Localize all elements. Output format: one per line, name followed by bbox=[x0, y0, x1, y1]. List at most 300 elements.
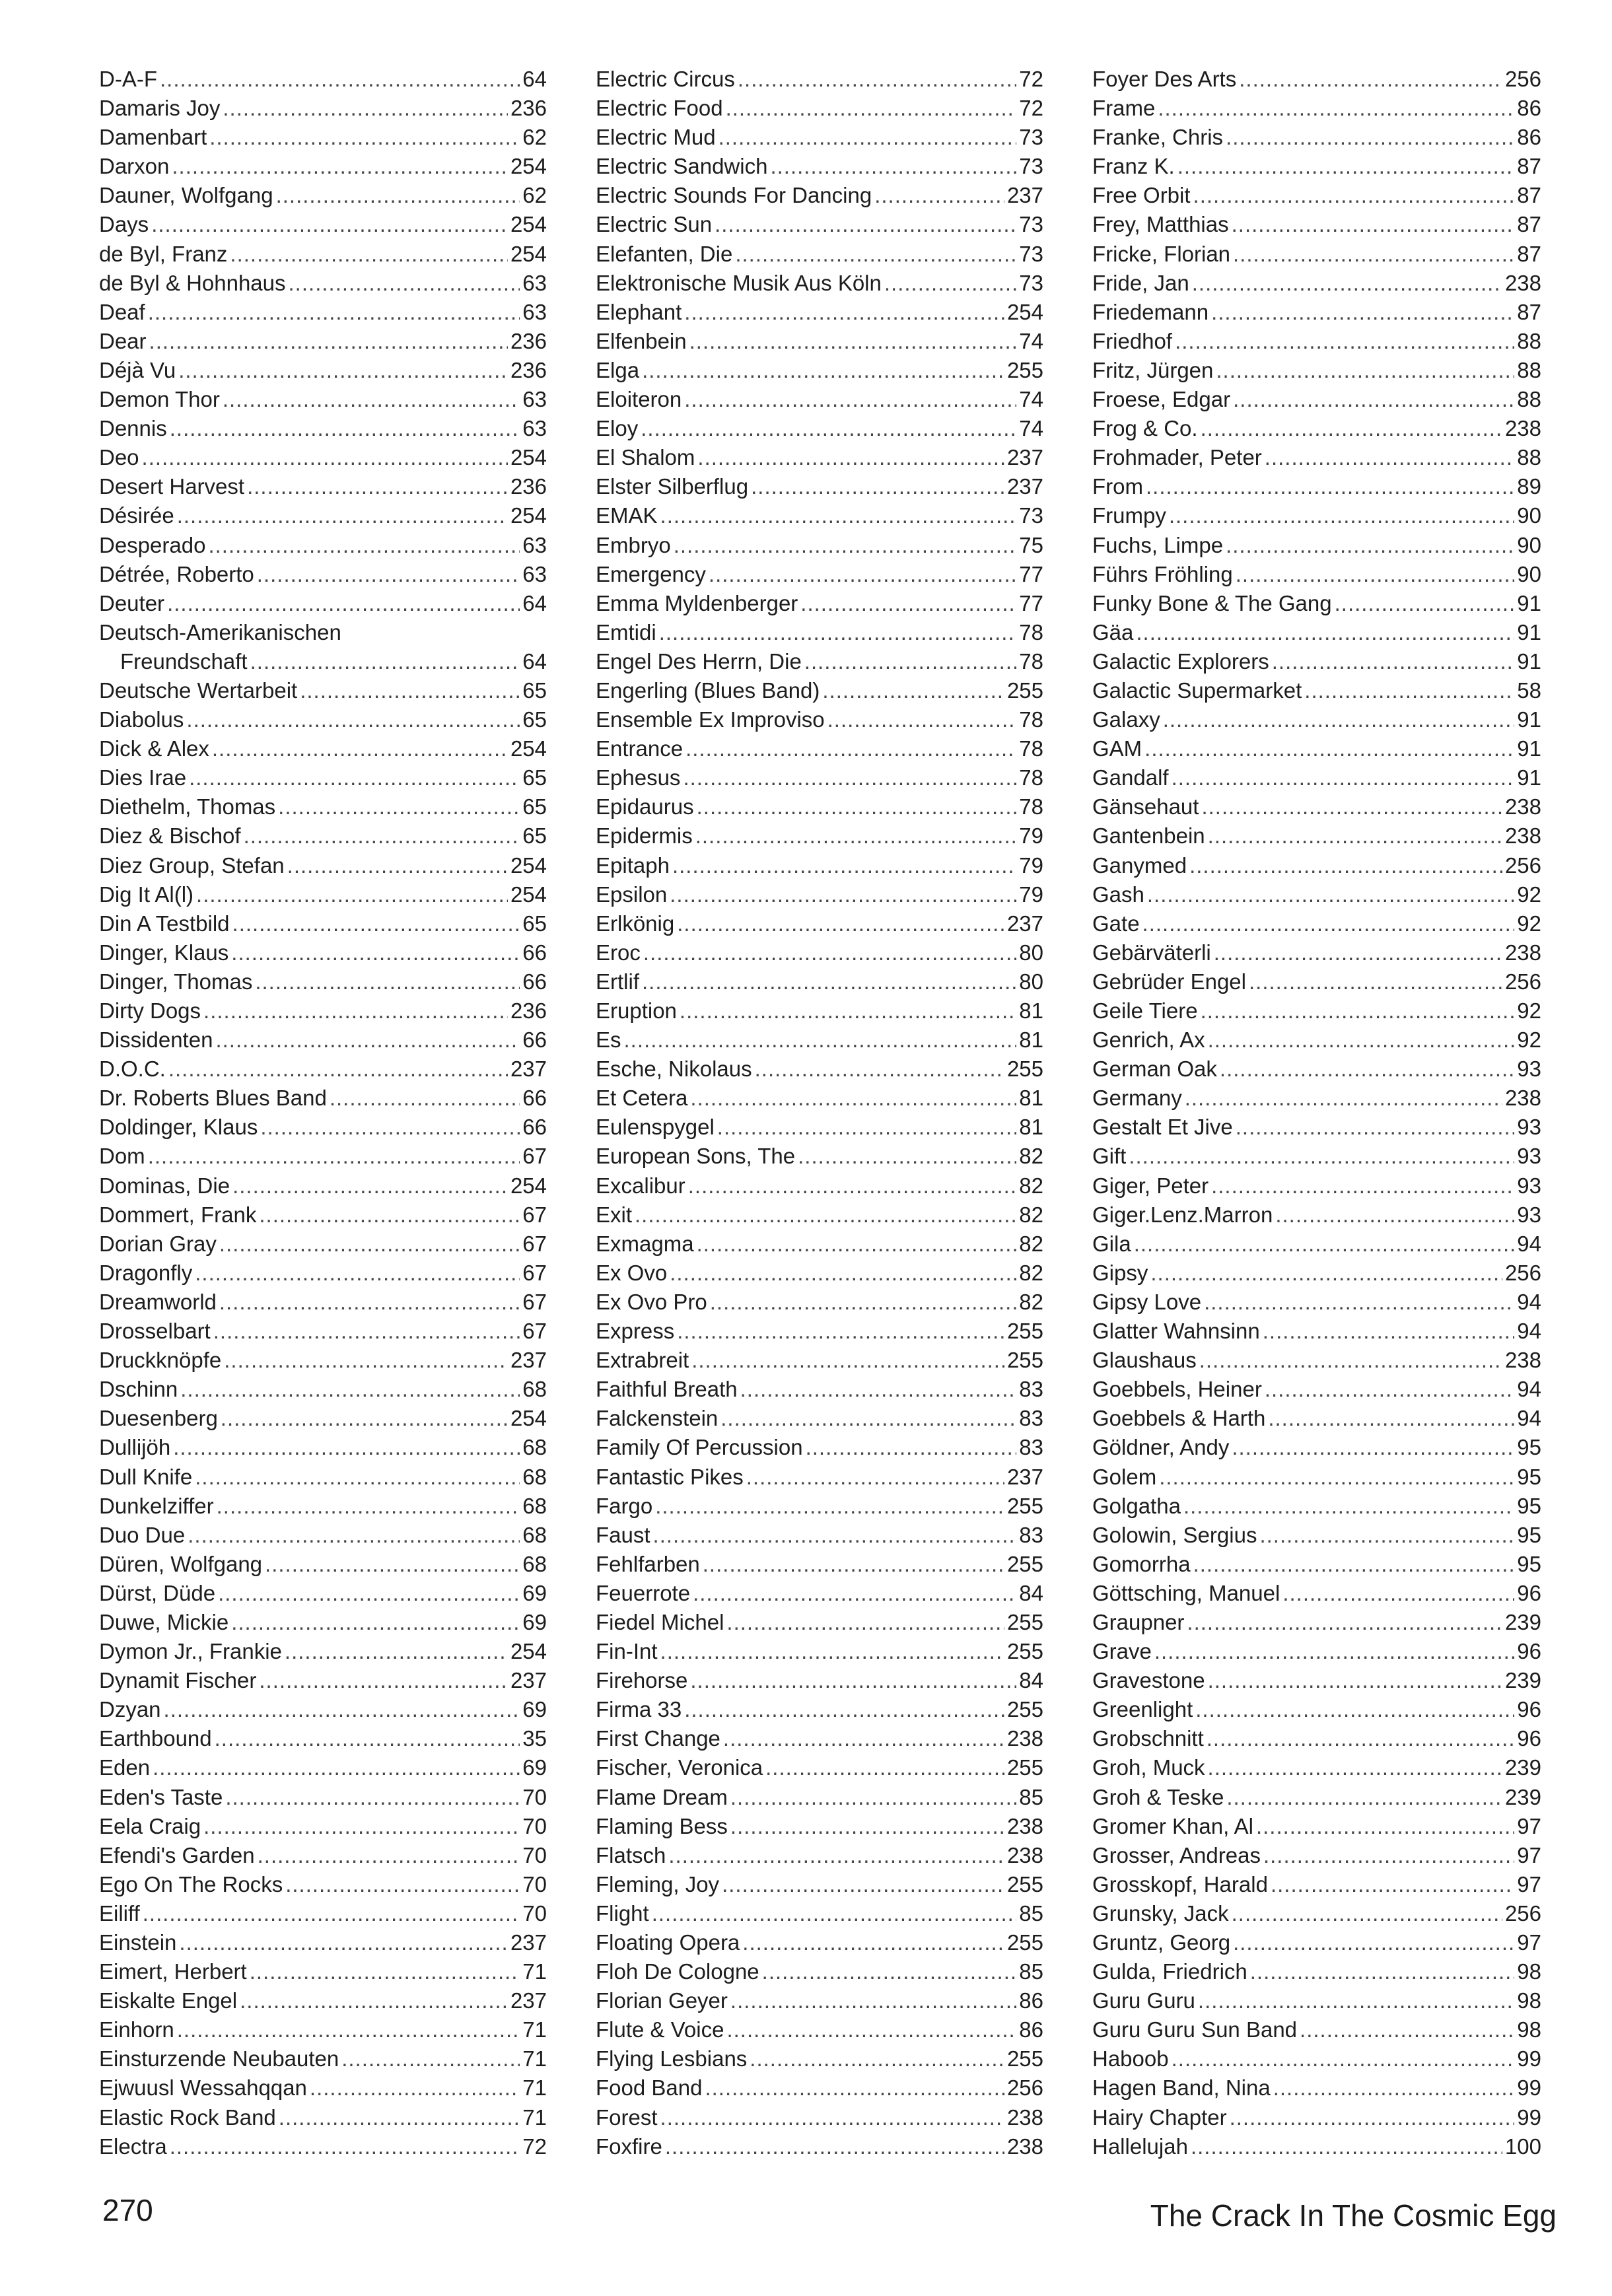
dot-leader bbox=[1236, 560, 1515, 589]
index-entry bbox=[99, 1026, 547, 1055]
index-entry bbox=[596, 2044, 1043, 2073]
entry-name: Dorian Gray bbox=[99, 1231, 217, 1256]
entry-page: 96 bbox=[1517, 1697, 1541, 1722]
entry-name: Hairy Chapter bbox=[1092, 2105, 1227, 2130]
entry-name: Dinger, Thomas bbox=[99, 969, 253, 994]
index-entry bbox=[1092, 1870, 1541, 1899]
entry-page: 86 bbox=[1517, 96, 1541, 121]
dot-leader bbox=[1304, 676, 1514, 705]
entry-name: Dirty Dogs bbox=[99, 998, 201, 1023]
dot-leader bbox=[726, 2015, 1016, 2044]
dot-leader bbox=[221, 1404, 508, 1433]
entry-page: 81 bbox=[1019, 1027, 1043, 1053]
dot-leader bbox=[1201, 792, 1502, 821]
dot-leader bbox=[1189, 851, 1502, 880]
index-entry bbox=[99, 1695, 547, 1724]
index-entry bbox=[99, 298, 547, 327]
entry-page: 66 bbox=[522, 940, 547, 965]
entry-name: Extrabreit bbox=[596, 1348, 689, 1373]
dot-leader bbox=[278, 792, 520, 821]
index-entry bbox=[596, 1492, 1043, 1521]
entry-page: 254 bbox=[510, 1406, 547, 1431]
entry-name: Ganymed bbox=[1092, 852, 1187, 878]
entry-page: 93 bbox=[1517, 1173, 1541, 1198]
index-entry bbox=[99, 996, 547, 1026]
entry-name: Entrance bbox=[596, 736, 683, 761]
dot-leader bbox=[149, 327, 508, 356]
index-entry bbox=[596, 1259, 1043, 1288]
entry-name: Efendi's Garden bbox=[99, 1842, 255, 1867]
dot-leader bbox=[223, 385, 520, 414]
index-entry bbox=[596, 472, 1043, 501]
index-entry bbox=[1092, 909, 1541, 938]
entry-page: 96 bbox=[1517, 1639, 1541, 1664]
dot-leader bbox=[1232, 1433, 1514, 1462]
entry-name: Electric Mud bbox=[596, 125, 716, 150]
index-entry bbox=[99, 1492, 547, 1521]
dot-leader bbox=[1239, 65, 1502, 94]
index-entry bbox=[596, 1200, 1043, 1230]
entry-page: 67 bbox=[522, 1231, 547, 1256]
dot-leader bbox=[874, 181, 1004, 210]
entry-page: 254 bbox=[510, 882, 547, 907]
dot-leader bbox=[726, 1608, 1004, 1637]
entry-page: 255 bbox=[1006, 1493, 1043, 1518]
entry-page: 93 bbox=[1517, 1202, 1541, 1227]
dot-leader bbox=[655, 1492, 1004, 1521]
dot-leader bbox=[1211, 1171, 1514, 1200]
entry-name: D.O.C. bbox=[99, 1057, 166, 1082]
entry-page: 95 bbox=[1517, 1551, 1541, 1576]
entry-page: 87 bbox=[1517, 299, 1541, 324]
entry-name: Free Orbit bbox=[1092, 183, 1191, 208]
index-entry bbox=[1092, 240, 1541, 269]
dot-leader bbox=[1226, 1783, 1502, 1812]
entry-name: Din A Testbild bbox=[99, 911, 230, 936]
entry-name: Elfenbein bbox=[596, 328, 687, 353]
dot-leader bbox=[680, 996, 1016, 1026]
entry-page: 239 bbox=[1504, 1609, 1541, 1634]
dot-leader bbox=[148, 1142, 520, 1171]
index-entry bbox=[99, 1783, 547, 1812]
dot-leader bbox=[1147, 880, 1514, 909]
index-entry bbox=[596, 1986, 1043, 2015]
entry-page: 67 bbox=[522, 1202, 547, 1227]
dot-leader bbox=[827, 705, 1017, 734]
entry-name: Dick & Alex bbox=[99, 736, 209, 761]
index-entry bbox=[99, 2044, 547, 2073]
index-entry bbox=[596, 792, 1043, 821]
entry-page: 66 bbox=[522, 969, 547, 994]
index-entry bbox=[596, 967, 1043, 996]
entry-page: 82 bbox=[1019, 1144, 1043, 1169]
dot-leader bbox=[697, 1230, 1017, 1259]
dot-leader bbox=[1236, 1113, 1515, 1142]
dot-leader bbox=[730, 1986, 1016, 2015]
dot-leader bbox=[1187, 1608, 1502, 1637]
index-entry bbox=[596, 734, 1043, 763]
entry-name: Emtidi bbox=[596, 619, 656, 644]
index-column-3 bbox=[1092, 65, 1541, 2161]
entry-page: 72 bbox=[1019, 96, 1043, 121]
entry-page: 237 bbox=[1006, 474, 1043, 499]
entry-name: Fehlfarben bbox=[596, 1551, 700, 1576]
index-entry bbox=[596, 851, 1043, 880]
entry-name: Fride, Jan bbox=[1092, 270, 1189, 295]
index-entry bbox=[1092, 647, 1541, 676]
entry-name: Exmagma bbox=[596, 1231, 694, 1256]
dot-leader bbox=[684, 385, 1016, 414]
entry-page: 91 bbox=[1517, 619, 1541, 644]
entry-name: Dominas, Die bbox=[99, 1173, 230, 1198]
dot-leader bbox=[160, 65, 520, 94]
dot-leader bbox=[674, 531, 1017, 560]
entry-page: 237 bbox=[510, 1348, 547, 1373]
dot-leader bbox=[735, 240, 1016, 269]
entry-name: Ex Ovo Pro bbox=[596, 1289, 707, 1314]
entry-page: 255 bbox=[1006, 1057, 1043, 1082]
dot-leader bbox=[223, 94, 508, 123]
index-entry bbox=[596, 560, 1043, 589]
index-entry bbox=[1092, 443, 1541, 472]
index-entry bbox=[1092, 1637, 1541, 1666]
dot-leader bbox=[746, 1463, 1004, 1492]
index-entry bbox=[99, 734, 547, 763]
index-entry bbox=[1092, 734, 1541, 763]
entry-page: 255 bbox=[1006, 2046, 1043, 2071]
index-entry bbox=[596, 1171, 1043, 1200]
dot-leader bbox=[1204, 1288, 1514, 1317]
entry-name: Grobschnitt bbox=[1092, 1726, 1204, 1751]
entry-name: Desperado bbox=[99, 532, 206, 557]
entry-page: 90 bbox=[1517, 503, 1541, 528]
entry-name: Deutsch-Amerikanischen bbox=[99, 619, 341, 644]
index-entry bbox=[99, 1550, 547, 1579]
entry-page: 73 bbox=[1019, 154, 1043, 179]
dot-leader bbox=[1150, 1259, 1502, 1288]
entry-name: Ephesus bbox=[596, 765, 681, 790]
index-entry bbox=[596, 414, 1043, 443]
entry-name: Gäa bbox=[1092, 619, 1134, 644]
entry-page: 77 bbox=[1019, 590, 1043, 615]
entry-page: 97 bbox=[1517, 1813, 1541, 1838]
dot-leader bbox=[677, 909, 1004, 938]
entry-name: Family Of Percussion bbox=[596, 1435, 803, 1460]
entry-name: Dschinn bbox=[99, 1377, 178, 1402]
entry-name: Fiedel Michel bbox=[596, 1609, 724, 1634]
dot-leader bbox=[1220, 1055, 1514, 1084]
entry-name: Eloy bbox=[596, 416, 639, 441]
entry-name: Emma Myldenberger bbox=[596, 590, 798, 615]
entry-name: Electric Food bbox=[596, 96, 723, 121]
index-entry bbox=[99, 589, 547, 618]
entry-page: 95 bbox=[1517, 1464, 1541, 1489]
entry-page: 236 bbox=[510, 357, 547, 382]
index-entry bbox=[1092, 472, 1541, 501]
dot-leader bbox=[186, 705, 520, 734]
entry-name: Gipsy Love bbox=[1092, 1289, 1202, 1314]
index-entry bbox=[99, 2015, 547, 2044]
dot-leader bbox=[690, 1666, 1016, 1695]
dot-leader bbox=[258, 1841, 520, 1870]
index-entry bbox=[1092, 2044, 1541, 2073]
entry-name: Geile Tiere bbox=[1092, 998, 1198, 1023]
entry-page: 97 bbox=[1517, 1871, 1541, 1896]
entry-page: 62 bbox=[522, 183, 547, 208]
index-entry bbox=[596, 443, 1043, 472]
dot-leader bbox=[1232, 1899, 1502, 1928]
index-entry bbox=[99, 821, 547, 851]
index-entry bbox=[1092, 327, 1541, 356]
entry-name: Gandalf bbox=[1092, 765, 1169, 790]
entry-page: 68 bbox=[522, 1493, 547, 1518]
index-entry bbox=[1092, 1317, 1541, 1346]
entry-name: Flute & Voice bbox=[596, 2017, 724, 2042]
index-entry bbox=[1092, 1899, 1541, 1928]
entry-page: 256 bbox=[1006, 2075, 1043, 2101]
entry-page: 92 bbox=[1517, 911, 1541, 936]
dot-leader bbox=[167, 589, 520, 618]
index-entry bbox=[596, 1666, 1043, 1695]
entry-page: 79 bbox=[1019, 823, 1043, 849]
entry-name: Fleming, Joy bbox=[596, 1871, 720, 1896]
dot-leader bbox=[1233, 1928, 1514, 1957]
index-entry bbox=[1092, 1783, 1541, 1812]
dot-leader bbox=[697, 443, 1004, 472]
entry-page: 91 bbox=[1517, 590, 1541, 615]
entry-page: 255 bbox=[1006, 1551, 1043, 1576]
dot-leader bbox=[217, 1492, 520, 1521]
dot-leader bbox=[279, 2103, 520, 2132]
entry-page: 82 bbox=[1019, 1289, 1043, 1314]
entry-name: Fricke, Florian bbox=[1092, 241, 1231, 266]
dot-leader bbox=[170, 2132, 520, 2161]
index-entry bbox=[99, 181, 547, 210]
index-entry bbox=[1092, 1375, 1541, 1404]
index-entry bbox=[596, 1026, 1043, 1055]
dot-leader bbox=[195, 1259, 520, 1288]
entry-page: 254 bbox=[510, 212, 547, 237]
entry-name: Déjà Vu bbox=[99, 357, 176, 382]
entry-page: 70 bbox=[522, 1871, 547, 1896]
index-entry bbox=[99, 618, 547, 647]
dot-leader bbox=[1198, 1986, 1514, 2015]
entry-page: 97 bbox=[1517, 1930, 1541, 1955]
index-entry bbox=[1092, 1463, 1541, 1492]
entry-name: Darxon bbox=[99, 154, 170, 179]
dot-leader bbox=[709, 560, 1016, 589]
index-entry bbox=[1092, 501, 1541, 530]
index-entry bbox=[99, 2073, 547, 2103]
entry-page: 72 bbox=[522, 2134, 547, 2159]
entry-name: From bbox=[1092, 474, 1143, 499]
dot-leader bbox=[677, 1317, 1004, 1346]
entry-name: Damenbart bbox=[99, 125, 207, 150]
dot-leader bbox=[798, 1142, 1016, 1171]
entry-page: 63 bbox=[522, 299, 547, 324]
dot-leader bbox=[168, 1055, 508, 1084]
index-entry bbox=[1092, 2132, 1541, 2161]
dot-leader bbox=[142, 443, 508, 472]
entry-name: Giger, Peter bbox=[1092, 1173, 1209, 1198]
entry-name: Greenlight bbox=[1092, 1697, 1193, 1722]
entry-name: Drosselbart bbox=[99, 1319, 211, 1344]
entry-name: Electric Sandwich bbox=[596, 154, 768, 179]
dot-leader bbox=[1263, 1841, 1514, 1870]
index-entry bbox=[1092, 880, 1541, 909]
dot-leader bbox=[232, 1171, 508, 1200]
entry-name: Gromer Khan, Al bbox=[1092, 1813, 1253, 1838]
dot-leader bbox=[742, 1928, 1004, 1957]
dot-leader bbox=[1226, 531, 1514, 560]
dot-leader bbox=[1134, 1230, 1515, 1259]
entry-name: Electric Sun bbox=[596, 212, 713, 237]
index-entry bbox=[1092, 1753, 1541, 1782]
dot-leader bbox=[153, 1753, 520, 1782]
entry-page: 254 bbox=[510, 154, 547, 179]
entry-page: 81 bbox=[1019, 1115, 1043, 1140]
entry-name: Falckenstein bbox=[596, 1406, 718, 1431]
entry-page: 63 bbox=[522, 416, 547, 441]
dot-leader bbox=[164, 1695, 520, 1724]
dot-leader bbox=[670, 1259, 1016, 1288]
dot-leader bbox=[151, 210, 508, 239]
dot-leader bbox=[1271, 1870, 1514, 1899]
index-entry bbox=[596, 1404, 1043, 1433]
dot-leader bbox=[188, 1521, 520, 1550]
dot-leader bbox=[685, 734, 1016, 763]
dot-leader bbox=[196, 880, 508, 909]
index-entry bbox=[1092, 385, 1541, 414]
dot-leader bbox=[642, 356, 1004, 385]
index-entry bbox=[1092, 1200, 1541, 1230]
index-entry bbox=[1092, 821, 1541, 851]
index-entry bbox=[596, 1841, 1043, 1870]
entry-page: 256 bbox=[1504, 1260, 1541, 1285]
entry-page: 87 bbox=[1517, 183, 1541, 208]
entry-name: Emergency bbox=[596, 561, 706, 586]
index-entry bbox=[99, 2132, 547, 2161]
entry-name: Fin-Int bbox=[596, 1639, 658, 1664]
entry-name: Germany bbox=[1092, 1086, 1182, 1111]
dot-leader bbox=[730, 1812, 1004, 1841]
entry-name: Dauner, Wolfgang bbox=[99, 183, 273, 208]
entry-name: Dissidenten bbox=[99, 1027, 213, 1053]
entry-name: Epidaurus bbox=[596, 794, 694, 819]
index-entry bbox=[1092, 65, 1541, 94]
entry-name: Dull Knife bbox=[99, 1464, 193, 1489]
dot-leader bbox=[710, 1288, 1017, 1317]
entry-name: Gebärväterli bbox=[1092, 940, 1211, 965]
entry-page: 64 bbox=[522, 648, 547, 674]
dot-leader bbox=[1136, 618, 1514, 647]
entry-name: Frog & Co. bbox=[1092, 416, 1198, 441]
dot-leader bbox=[1273, 2073, 1515, 2103]
entry-page: 237 bbox=[1006, 911, 1043, 936]
index-entry bbox=[596, 2103, 1043, 2132]
entry-name: Electric Sounds For Dancing bbox=[596, 183, 872, 208]
entry-page: 94 bbox=[1517, 1406, 1541, 1431]
entry-page: 238 bbox=[1504, 823, 1541, 849]
entry-name: Flatsch bbox=[596, 1842, 666, 1867]
entry-page: 66 bbox=[522, 1115, 547, 1140]
entry-name: Gomorrha bbox=[1092, 1551, 1191, 1576]
entry-name: Giger.Lenz.Marron bbox=[1092, 1202, 1273, 1227]
dot-leader bbox=[1256, 1812, 1514, 1841]
dot-leader bbox=[738, 65, 1016, 94]
dot-leader bbox=[1335, 589, 1515, 618]
index-entry bbox=[1092, 123, 1541, 152]
entry-name: Frumpy bbox=[1092, 503, 1166, 528]
entry-name: Ego On The Rocks bbox=[99, 1871, 283, 1896]
index-entry bbox=[596, 1957, 1043, 1986]
dot-leader bbox=[660, 2103, 1004, 2132]
entry-page: 63 bbox=[522, 532, 547, 557]
index-entry bbox=[99, 967, 547, 996]
entry-name: Firehorse bbox=[596, 1668, 688, 1693]
index-entry bbox=[1092, 1288, 1541, 1317]
dot-leader bbox=[1129, 1142, 1514, 1171]
dot-leader bbox=[693, 1579, 1016, 1608]
dot-leader bbox=[1201, 996, 1515, 1026]
entry-name: Détrée, Roberto bbox=[99, 561, 254, 586]
dot-leader bbox=[1282, 1579, 1514, 1608]
dot-leader bbox=[289, 269, 520, 298]
entry-page: 254 bbox=[510, 1173, 547, 1198]
dot-leader bbox=[705, 2073, 1004, 2103]
dot-leader bbox=[1192, 269, 1502, 298]
entry-page: 254 bbox=[510, 1639, 547, 1664]
entry-name: Friedemann bbox=[1092, 299, 1209, 324]
entry-page: 93 bbox=[1517, 1144, 1541, 1169]
index-entry bbox=[596, 2132, 1043, 2161]
entry-name: Elga bbox=[596, 357, 640, 382]
dot-leader bbox=[1214, 938, 1502, 967]
dot-leader bbox=[1230, 2103, 1515, 2132]
dot-leader bbox=[259, 1666, 508, 1695]
entry-name: Gravestone bbox=[1092, 1668, 1205, 1693]
index-entry bbox=[99, 1579, 547, 1608]
index-entry bbox=[1092, 851, 1541, 880]
entry-name: Exit bbox=[596, 1202, 633, 1227]
entry-page: 75 bbox=[1019, 532, 1043, 557]
index-entry bbox=[1092, 1084, 1541, 1113]
entry-page: 81 bbox=[1019, 1086, 1043, 1111]
index-entry bbox=[596, 938, 1043, 967]
index-entry bbox=[99, 531, 547, 560]
entry-page: 78 bbox=[1019, 707, 1043, 732]
entry-page: 87 bbox=[1517, 212, 1541, 237]
entry-name: Dzyan bbox=[99, 1697, 161, 1722]
dot-leader bbox=[770, 152, 1016, 181]
entry-name: Floh De Cologne bbox=[596, 1959, 759, 1984]
index-entry bbox=[99, 1084, 547, 1113]
entry-page: 99 bbox=[1517, 2105, 1541, 2130]
entry-page: 63 bbox=[522, 270, 547, 295]
entry-page: 88 bbox=[1517, 387, 1541, 412]
entry-name: Gulda, Friedrich bbox=[1092, 1959, 1247, 1984]
entry-name: Friedhof bbox=[1092, 328, 1173, 353]
entry-name: de Byl, Franz bbox=[99, 241, 228, 266]
entry-name: Golem bbox=[1092, 1464, 1157, 1489]
entry-name: Erlkönig bbox=[596, 911, 675, 936]
entry-name: Demon Thor bbox=[99, 387, 220, 412]
index-entry bbox=[596, 618, 1043, 647]
dot-leader bbox=[762, 1957, 1017, 1986]
dot-leader bbox=[722, 1870, 1004, 1899]
entry-page: 85 bbox=[1019, 1900, 1043, 1926]
entry-page: 94 bbox=[1517, 1231, 1541, 1256]
